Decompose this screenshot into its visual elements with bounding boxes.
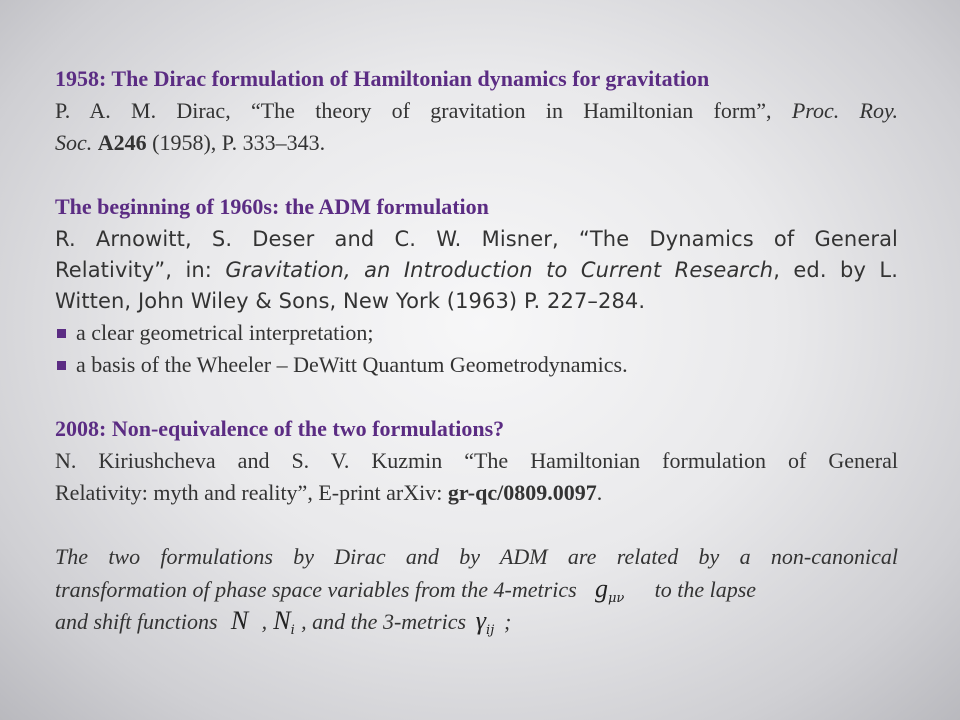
symbol-N bbox=[218, 606, 262, 637]
kk-citation-line-1: N. Kiriushcheva and S. V. Kuzmin “The Hamiltonian formulation of General bbox=[55, 448, 898, 473]
summary-text-2b: to the lapse bbox=[654, 577, 757, 602]
N-letter: N bbox=[230, 606, 249, 635]
period: . bbox=[596, 480, 603, 505]
dirac-citation-text: P. A. M. Dirac, “The theory of gravitation in Hamiltonian form”, bbox=[55, 98, 772, 123]
bullet-text-1: a clear geometrical interpretation; bbox=[76, 320, 374, 345]
bullet-item-2 bbox=[55, 350, 898, 380]
kk-citation-text: Relativity: myth and reality”, E-print arXiv: bbox=[55, 480, 443, 505]
heading-2008: 2008: Non-equivalence of the two formulations? bbox=[55, 416, 505, 441]
bullet-square-icon bbox=[57, 329, 66, 338]
comma: , bbox=[261, 609, 268, 634]
summary-text-3a: and shift functions bbox=[55, 609, 218, 634]
adm-citation-line-3: Witten, John Wiley & Sons, New York (1963) P. 227–284. bbox=[55, 289, 646, 313]
dirac-volume: A246 bbox=[97, 130, 147, 155]
bullet-text-2: a basis of the Wheeler – DeWitt Quantum Geometrodynamics. bbox=[76, 352, 628, 377]
gamma-subscript: ij bbox=[486, 623, 495, 638]
summary-text-3c: , and the 3-metrics bbox=[301, 609, 467, 634]
symbol-gamma-ij bbox=[466, 606, 504, 646]
dirac-pages: (1958), P. 333–343. bbox=[152, 130, 326, 155]
summary-text-2a: transformation of phase space variables from the 4-metrics bbox=[55, 577, 577, 602]
gamma-letter: γ bbox=[475, 606, 487, 635]
summary-text-1: The two formulations by Dirac and by ADM are related by a non-canonical bbox=[55, 544, 898, 569]
dirac-journal: Proc. Roy. bbox=[791, 98, 899, 123]
adm-editor: , ed. by L. bbox=[773, 258, 899, 282]
g-letter: g bbox=[594, 574, 608, 603]
heading-adm: The beginning of 1960s: the ADM formulation bbox=[55, 194, 489, 219]
semicolon: ; bbox=[504, 609, 512, 634]
Ni-subscript: i bbox=[290, 623, 295, 638]
g-subscript: μν bbox=[607, 591, 625, 606]
summary-line-1 bbox=[55, 542, 898, 572]
dirac-citation-line-1 bbox=[55, 96, 898, 126]
dirac-citation-line-2 bbox=[55, 128, 898, 158]
symbol-N-i bbox=[267, 606, 301, 646]
bullet-item-1 bbox=[55, 318, 898, 348]
summary-line-3 bbox=[55, 606, 898, 646]
dirac-journal-cont: Soc. bbox=[55, 130, 93, 155]
Ni-letter: N bbox=[273, 606, 291, 635]
arxiv-id: gr-qc/0809.0097 bbox=[447, 480, 597, 505]
adm-citation-line-2 bbox=[55, 255, 898, 285]
bullet-square-icon bbox=[57, 361, 66, 370]
adm-citation-line-1: R. Arnowitt, S. Deser and C. W. Misner, “The Dynamics of General bbox=[55, 227, 898, 251]
adm-book-title: Gravitation, an Introduction to Current Research bbox=[225, 258, 774, 282]
kk-citation-line-2 bbox=[55, 478, 898, 508]
adm-citation-text: Relativity”, in: bbox=[55, 258, 212, 282]
heading-1958: 1958: The Dirac formulation of Hamiltonian dynamics for gravitation bbox=[55, 66, 710, 91]
